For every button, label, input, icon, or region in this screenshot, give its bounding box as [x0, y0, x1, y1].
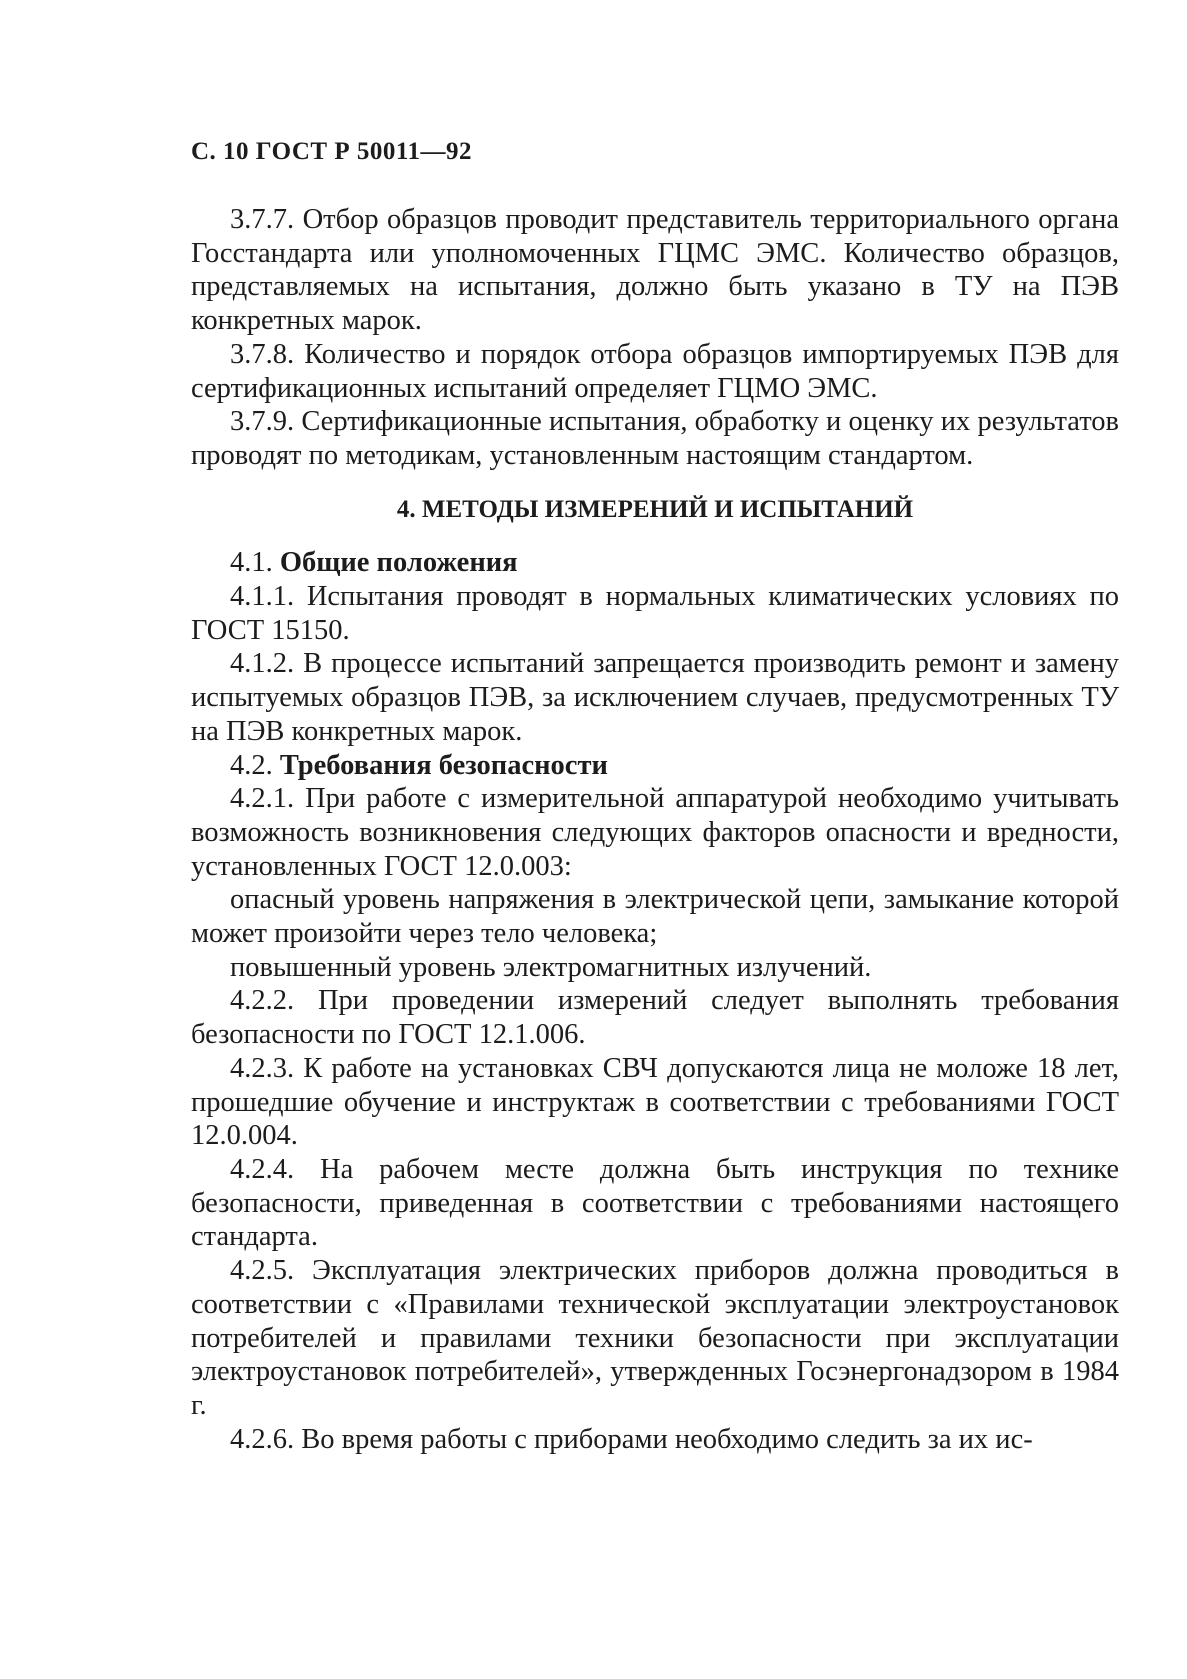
paragraph-4-1-1: 4.1.1. Испытания проводят в нормальных климатических условиях по ГОСТ 15150. [191, 581, 1119, 646]
paragraph-3-7-7: 3.7.7. Отбор образцов проводит представитель территориального органа Госстандарта или уполномоченных ГЦМС ЭМС. Количество образцов, представляемых на испытания, должно быть указано в ТУ на ПЭВ конкретных марок. [191, 204, 1119, 337]
subheading-4-1-number: 4.1. [230, 547, 273, 579]
subheading-4-1-title: Общие положения [279, 547, 518, 579]
paragraph-4-2-1-item-2: повышенный уровень электромагнитных излучений. [230, 951, 872, 983]
subheading-4-2-title: Требования безопасности [279, 749, 608, 781]
paragraph-4-2-4: 4.2.4. На рабочем месте должна быть инструкция по технике безопасности, приведенная в соответствии с требованиями настоящего стандарта. [191, 1153, 1119, 1253]
paragraph-3-7-8: 3.7.8. Количество и порядок отбора образцов импортируемых ПЭВ для сертификационных испытаний определяет ГЦМО ЭМС. [191, 338, 1119, 404]
paragraph-4-2-2: 4.2.2. При проведении измерений следует выполнять требования безопасности по ГОСТ 12.1.006. [191, 985, 1119, 1051]
subheading-4-2 [191, 749, 1119, 783]
document-body [191, 203, 1119, 1456]
paragraph-3-7-9: 3.7.9. Сертификационные испытания, обработку и оценку их результатов проводят по методикам, установленным настоящим стандартом. [191, 406, 1119, 471]
paragraph-4-1-2: 4.1.2. В процессе испытаний запрещается производить ремонт и замену испытуемых образцов ПЭВ, за исключением случаев, предусмотренных ТУ на ПЭВ конкретных марок. [191, 648, 1119, 747]
paragraph-4-2-1-item-1: опасный уровень напряжения в электрической цепи, замыкание которой может произойти через тело человека; [191, 884, 1119, 950]
paragraph-4-2-5: 4.2.5. Эксплуатация электрических приборов должна проводиться в соответствии с «Правилами технической эксплуатации электроустановок потребителей и правилами техники безопасности при эксплуатации электроустановок потребителей», утвержденных Госэнергонадзором в 1984 г. [191, 1255, 1119, 1421]
subheading-4-1 [191, 546, 1119, 580]
subheading-4-2-number: 4.2. [230, 749, 273, 781]
paragraph-4-2-6: 4.2.6. Во время работы с приборами необходимо следить за их ис- [230, 1423, 1033, 1455]
paragraph-4-2-3: 4.2.3. К работе на установках СВЧ допускаются лица не моложе 18 лет, прошедшие обучение и инструктаж в соответствии с требованиями ГОСТ 12.0.004. [191, 1052, 1119, 1152]
page-header: С. 10 ГОСТ Р 50011—92 [191, 138, 472, 165]
section-title: 4. МЕТОДЫ ИЗМЕРЕНИЙ И ИСПЫТАНИЙ [396, 495, 914, 523]
paragraph-4-2-1: 4.2.1. При работе с измерительной аппаратурой необходимо учитывать возможность возникновения следующих факторов опасности и вредности, установленных ГОСТ 12.0.003: [191, 783, 1119, 882]
